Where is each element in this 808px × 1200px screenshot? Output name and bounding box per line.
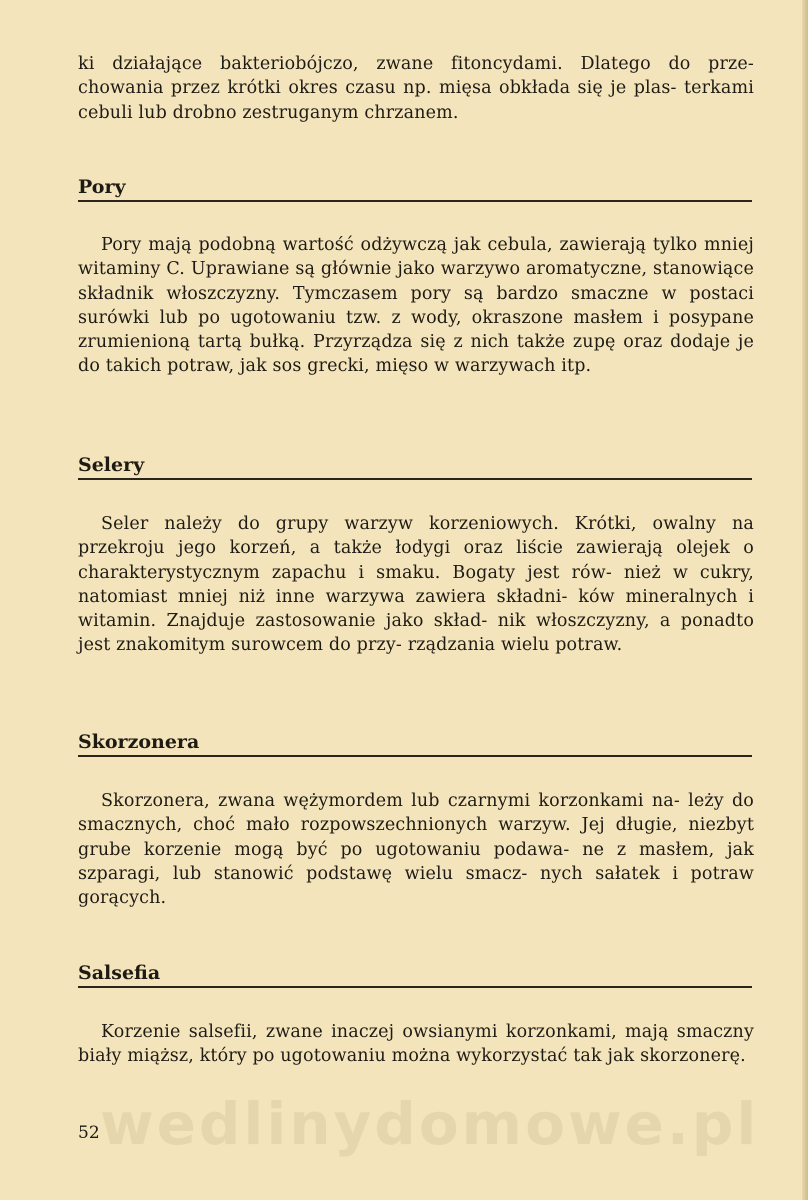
paragraph-line: długie, niezbyt grube korzenie mogą być po ugotowaniu podawa- [78, 815, 755, 860]
paragraph-line: Seler należy do grupy warzyw korzeniowych. Krótki, owalny [101, 514, 717, 534]
heading-title: Skorzonera [78, 731, 200, 753]
paragraph-line: ków mineralnych i witamin. Znajduje zastosowanie jako skład- [78, 586, 754, 632]
paragraph-line: są bardzo smaczne w postaci surówki lub po ugotowaniu tzw. [78, 283, 754, 328]
paragraph-line: leży do smacznych, choć mało rozpowszechnionych warzyw. Jej [78, 791, 754, 836]
paragraph-line: aromatyczne, stanowiące składnik włoszczyzny. Tymczasem pory [78, 259, 754, 304]
intro-line: terkami cebuli lub drobno zestruganym chrzanem. [78, 78, 754, 123]
paragraph-line: nych sałatek i potraw gorących. [78, 863, 755, 909]
paragraph-salsefia [78, 1020, 754, 1069]
paragraph-line: nik włoszczyzny, a ponadto jest znakomitym surowcem do przy- [78, 611, 755, 656]
intro-paragraph [78, 52, 754, 125]
paragraph-skorzonera [78, 789, 754, 910]
intro-line: ki działające bakteriobójczo, zwane fitoncydami. Dlatego do prze- [78, 54, 754, 74]
page-number: 52 [78, 1123, 100, 1143]
paragraph-line: Przyrządza się z nich także zupę oraz dodaje je do takich potraw, [78, 332, 754, 377]
paragraph-line: olejek o charakterystycznym zapachu i smaku. Bogaty jest rów- [78, 538, 754, 583]
watermark: wedlinydomowe.pl [100, 1090, 760, 1158]
paragraph-selery [78, 512, 754, 658]
paragraph-line: Skorzonera, zwana wężymordem lub czarnymi korzonkami na- [101, 791, 680, 811]
intro-line: chowania przez krótki okres czasu np. mięsa obkłada się je plas- [78, 78, 677, 99]
heading-title: Salsefia [78, 962, 161, 984]
paragraph-line: nież w cukry, natomiast mniej niż inne warzywa zawiera składni- [78, 562, 754, 607]
paragraph-line: Korzenie salsefii, zwane inaczej owsianymi korzonkami, mają [101, 1022, 669, 1042]
paragraph-line: smaczny biały miąższ, który po ugotowaniu można wykorzystać [78, 1022, 754, 1067]
paragraph-line: jak sos grecki, mięso w warzywach itp. [239, 356, 592, 377]
page-edge-shadow [802, 0, 808, 1200]
paragraph-line: Pory mają podobną wartość odżywczą jak cebula, zawierają [101, 235, 647, 255]
paragraph-pory [78, 233, 754, 379]
heading-title: Pory [78, 176, 126, 198]
section-heading-selery [78, 454, 752, 480]
section-heading-salsefia [78, 962, 752, 988]
section-heading-pory [78, 176, 752, 202]
paragraph-line: na przekroju jego korzeń, a także łodygi oraz liście zawierają [78, 514, 755, 559]
paragraph-line: tak jak skorzonerę. [573, 1046, 746, 1067]
paragraph-line: rządzania wielu potraw. [407, 635, 623, 656]
heading-title: Selery [78, 454, 145, 476]
paragraph-line: ne z masłem, jak szparagi, lub stanowić podstawę wielu smacz- [78, 839, 754, 884]
paragraph-line: tylko mniej witaminy C. Uprawiane są głównie jako warzywo [78, 235, 754, 280]
paragraph-line: z wody, okraszone masłem i posypane zrumienioną tartą bułką. [78, 307, 754, 353]
section-heading-skorzonera [78, 731, 752, 757]
